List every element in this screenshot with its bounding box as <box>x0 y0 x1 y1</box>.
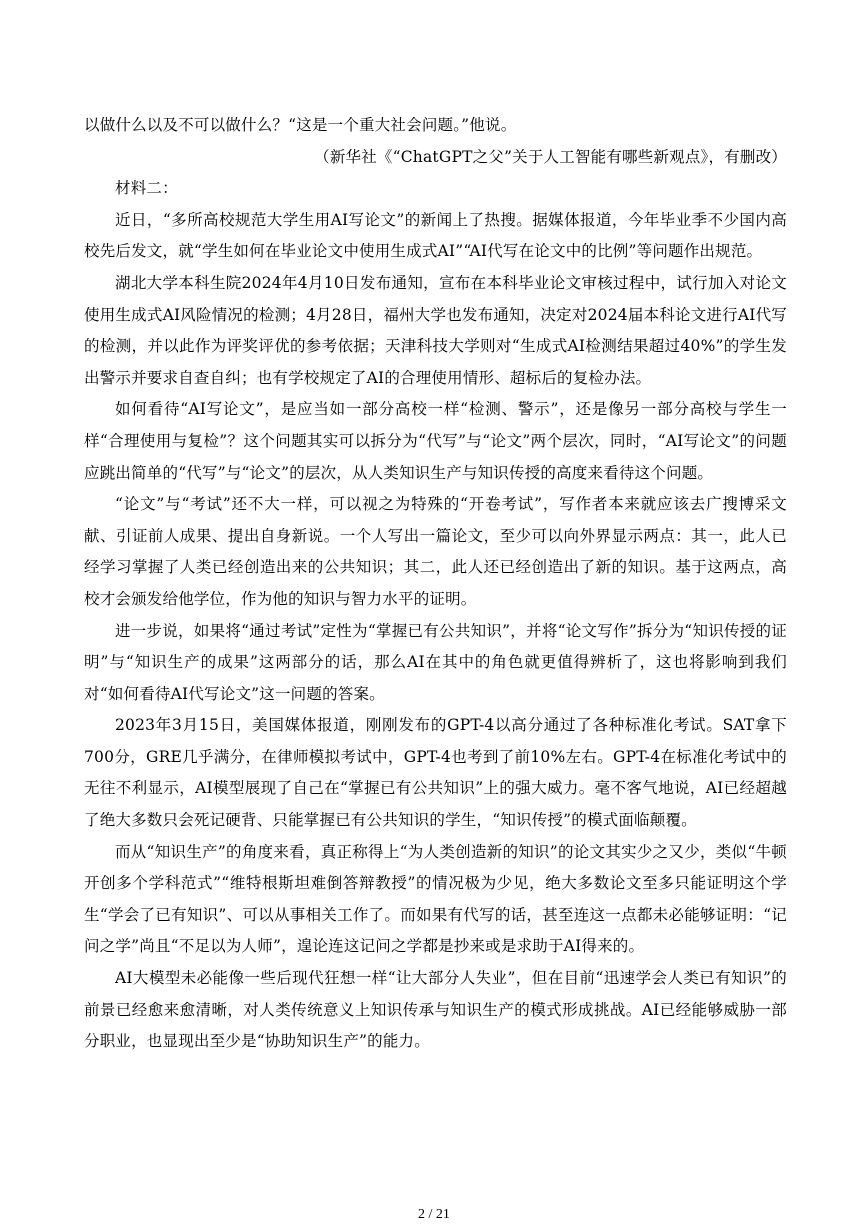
paragraph: 如何看待“AI写论文”，是应当如一部分高校一样“检测、警示”，还是像另一部分高校与学生一样“合理使用与复检”？这个问题其实可以拆分为“代写”与“论文”两个层次，同时，“AI写论文”的问题应跳出简单的“代写”与“论文”的层次，从人类知识生产与知识传授的高度来看待这个问题。 <box>84 400 787 482</box>
paragraph: 近日，“多所高校规范大学生用AI写论文”的新闻上了热搜。据媒体报道，今年毕业季不少国内高校先后发文，就“学生如何在毕业论文中使用生成式AI”“AI代写在论文中的比例”等问题作出规范。 <box>84 210 787 261</box>
paragraph: 湖北大学本科生院2024年4月10日发布通知，宣布在本科毕业论文审核过程中，试行加入对论文使用生成式AI风险情况的检测；4月28日，福州大学也发布通知，决定对2024届本科论文进行AI代写的检测，并以此作为评奖评优的参考依据；天津科技大学则对“生成式AI检测结果超过40%”的学生发出警示并要求自查自纠；也有学校规定了AI的合理使用情形、超标后的复检办法。 <box>84 273 787 387</box>
document-body <box>84 110 787 1058</box>
page-number: 2 / 21 <box>418 1207 450 1222</box>
paragraph: 2023年3月15日，美国媒体报道，刚刚发布的GPT-4以高分通过了各种标准化考试。SAT拿下700分，GRE几乎满分，在律师模拟考试中，GPT-4也考到了前10%左右。GPT-4在标准化考试中的无往不利显示，AI模型展现了自己在“掌握已有公共知识”上的强大威力。毫不客气地说，AI已经超越了绝大多数只会死记硬背、只能掌握已有公共知识的学生，“知识传授”的模式面临颠覆。 <box>84 716 787 830</box>
paragraph: “论文”与“考试”还不大一样，可以视之为特殊的“开卷考试”，写作者本来就应该去广搜博采文献、引证前人成果、提出自身新说。一个人写出一篇论文，至少可以向外界显示两点：其一，此人已经学习掌握了人类已经创造出来的公共知识；其二，此人还已经创造出了新的知识。基于这两点，高校才会颁发给他学位，作为他的知识与智力水平的证明。 <box>84 495 787 608</box>
paragraph-continuation: 以做什么以及不可以做什么？“这是一个重大社会问题。”他说。 <box>84 116 517 134</box>
paragraph: 进一步说，如果将“通过考试”定性为“掌握已有公共知识”，并将“论文写作”拆分为“知识传授的证明”与“知识生产的成果”这两部分的话，那么AI在其中的角色就更值得辨析了，这也将影响到我们对“如何看待AI代写论文”这一问题的答案。 <box>84 621 787 703</box>
paragraph: AI大模型未必能像一些后现代狂想一样“让大部分人失业”，但在目前“迅速学会人类已有知识”的前景已经愈来愈清晰，对人类传统意义上知识传承与知识生产的模式形成挑战。AI已经能够威胁一部分职业，也显现出至少是“协助知识生产”的能力。 <box>84 969 787 1051</box>
section-heading-material-two: 材料二： <box>115 179 178 198</box>
paragraph: 而从“知识生产”的角度来看，真正称得上“为人类创造新的知识”的论文其实少之又少，类似“牛顿开创多个学科范式”“维特根斯坦难倒答辩教授”的情况极为少见，绝大多数论文至多只能证明这个学生“学会了已有知识”、可以从事相关工作了。而如果有代写的话，甚至连这一点都未必能够证明：“记问之学”尚且“不足以为人师”，遑论连这记问之学都是抄来或是求助于AI得来的。 <box>84 842 787 956</box>
source-citation: （新华社《“ChatGPT之父”关于人工智能有哪些新观点》，有删改） <box>314 147 787 166</box>
